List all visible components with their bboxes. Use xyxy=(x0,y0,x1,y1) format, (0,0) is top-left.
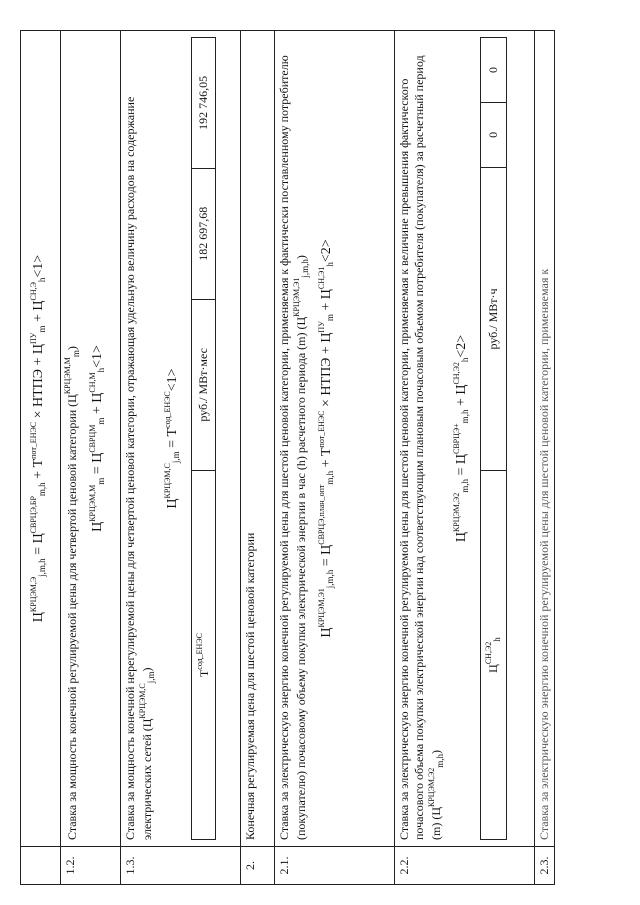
row-text: Ставка за электрическую энергию конечной регулируемой цены для шестой ценовой категории, применяемая к xyxy=(537,268,551,840)
value-subtable xyxy=(480,37,507,840)
formula: $Ц^{КРЦЭМ,М}_m = Ц^{СВРЦМ}_m + Ц^{СН,М}_h<1>$ xyxy=(88,345,107,532)
row-content xyxy=(535,31,555,847)
row-content xyxy=(121,31,241,847)
row-content xyxy=(395,31,535,847)
table-row xyxy=(535,31,555,885)
subtable-unit: руб./ МВт·ч xyxy=(480,167,506,470)
subtable-value: 0 xyxy=(480,38,506,103)
row-text: Ставка за электрическую энергию конечной регулируемой цены для шестой ценовой категории, применяемая к величине превышения фактического почасового объема покупки электрической энергии над соответствующим плановым почасовым объемом потребителя (покупателя) за расчетный период (m) $(Ц^{КРЦЭМ,Э2}_{m,h})$ xyxy=(397,55,445,840)
subtable-label: $Ц^{СН,Э2}_h$ xyxy=(480,471,506,840)
row-text: Ставка за мощность конечной нерегулируемой цены для четвертой ценовой категории, отражающая удельную величину расходов на содержание электрических сетей $(Ц^{КРЦЭМ,С}_{j,m})$ xyxy=(123,96,156,840)
table-row xyxy=(241,31,275,885)
row-number: 2. xyxy=(241,847,275,885)
table-row xyxy=(395,31,535,885)
row-text: Ставка за мощность конечной регулируемой цены для четвертой ценовой категории $(Ц^{КРЦЭМ,М}_m)$ xyxy=(63,346,81,840)
table-row xyxy=(61,31,121,885)
subtable-value: 182 697,68 xyxy=(191,168,215,299)
table-row xyxy=(275,31,395,885)
table-row xyxy=(21,31,61,885)
row-content xyxy=(61,31,121,847)
row-number: 2.1. xyxy=(275,847,395,885)
subtable-value: 192 746,05 xyxy=(191,38,215,169)
formula: $Ц^{КРЦЭМ,С}_{j,m} = Т^{сод\_ЕНЭС}<1>$ xyxy=(163,368,182,509)
formula: $Ц^{КРЦЭМ,Э2}_{m,h} = Ц^{СВРЦЭ+}_{m,h} + Ц^{СН,Э2}_h<2>$ xyxy=(452,334,471,543)
subtable-unit: руб./ МВт·мес xyxy=(191,299,215,470)
formula: $Ц^{КРЦЭМ,Э}_{j,m,h} = Ц^{СВРЦЭ,БР}_{m,h} + Т^{пот\_ЕНЭС}$ × НТПЭ + $Ц^{ПУ}_m + Ц^{СН,Э}_h<1>$ xyxy=(29,254,47,623)
row-number: 2.2. xyxy=(395,847,535,885)
tariff-table xyxy=(20,30,555,885)
row-text: Ставка за электрическую энергию конечной регулируемой цены для шестой ценовой категории, применяемая к фактически поставленному потребителю (покупателю) почасовому объему покупки электрической энергии в час (h) расчетного периода (m) $(Ц^{КРЦЭМ,Э1}_{j,m,h})$ xyxy=(277,55,310,840)
row-number xyxy=(21,847,61,885)
table-row xyxy=(121,31,241,885)
row-number: 2.3. xyxy=(535,847,555,885)
rotated-page xyxy=(20,30,550,885)
row-content xyxy=(275,31,395,847)
row-content xyxy=(21,31,61,847)
row-content xyxy=(241,31,275,847)
value-subtable xyxy=(191,37,216,840)
formula: $Ц^{КРЦЭМ,Э1}_{j,m,h} = Ц^{СВРЦЭ,план\_опт}_{m,h} + Т^{пот\_ЕНЭС}$ × НТПЭ + $Ц^{ПУ}_m + Ц^{СН,Э1}_h<2>$ xyxy=(317,239,336,638)
row-number: 1.2. xyxy=(61,847,121,885)
subtable-label: $Т^{сод\_ЕНЭС}$ xyxy=(191,471,215,840)
subtable-value: 0 xyxy=(480,102,506,167)
row-text: Конечная регулируемая цена для шестой ценовой категории xyxy=(243,532,257,840)
row-number: 1.3. xyxy=(121,847,241,885)
